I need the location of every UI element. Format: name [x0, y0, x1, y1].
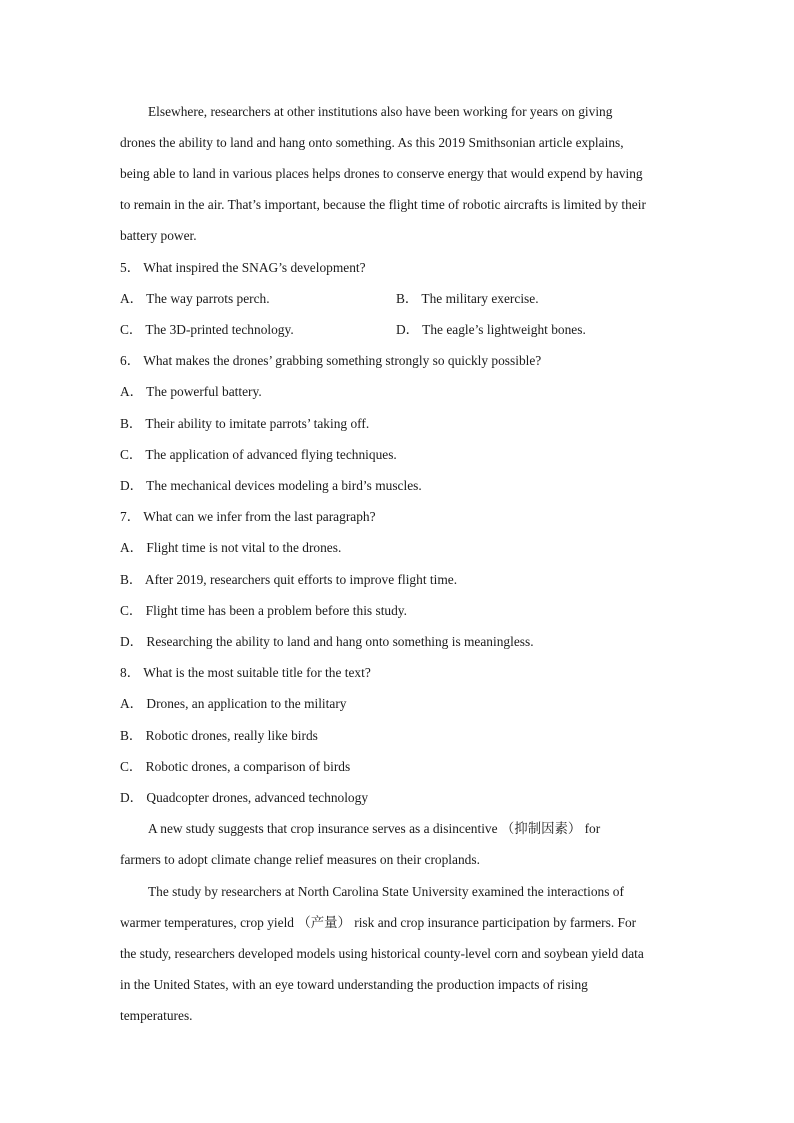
- passage-c-line: Elsewhere, researchers at other institutions also have been working for years on giving: [148, 104, 613, 119]
- passage-c-line: to remain in the air. That’s important, because the flight time of robotic aircrafts is limited by their: [120, 197, 646, 212]
- question-5-stem: 5． What inspired the SNAG’s development?: [120, 260, 366, 275]
- question-8-option-a: A． Drones, an application to the military: [120, 696, 347, 711]
- question-8-stem: 8． What is the most suitable title for the text?: [120, 665, 371, 680]
- passage-d-line: warmer temperatures, crop yield （产量） risk and crop insurance participation by farmers. For: [120, 915, 637, 930]
- question-5-option-c: C． The 3D-printed technology.: [120, 322, 294, 337]
- passage-c-line: being able to land in various places helps drones to conserve energy that would expend by having: [120, 166, 643, 181]
- passage-d-line: temperatures.: [120, 1008, 193, 1023]
- question-5-option-b: B． The military exercise.: [396, 291, 539, 306]
- question-6-option-d: D． The mechanical devices modeling a bird’s muscles.: [120, 478, 422, 493]
- passage-d-line: the study, researchers developed models using historical county-level corn and soybean yield data: [120, 946, 644, 961]
- passage-d-line: The study by researchers at North Carolina State University examined the interactions of: [148, 884, 624, 899]
- question-8-option-d: D． Quadcopter drones, advanced technology: [120, 790, 369, 805]
- question-5-option-a: A． The way parrots perch.: [120, 291, 270, 306]
- question-6-stem: 6． What makes the drones’ grabbing something strongly so quickly possible?: [120, 353, 542, 368]
- passage-c-line: drones the ability to land and hang onto something. As this 2019 Smithsonian article explains,: [120, 135, 624, 150]
- question-7-option-a: A． Flight time is not vital to the drones.: [120, 540, 342, 555]
- question-8-option-c: C． Robotic drones, a comparison of birds: [120, 759, 351, 774]
- question-6-option-a: A． The powerful battery.: [120, 384, 262, 399]
- question-6-option-b: B． Their ability to imitate parrots’ taking off.: [120, 416, 370, 431]
- question-7-stem: 7． What can we infer from the last paragraph?: [120, 509, 376, 524]
- question-5-option-d: D． The eagle’s lightweight bones.: [396, 322, 586, 337]
- question-7-option-c: C． Flight time has been a problem before this study.: [120, 603, 407, 618]
- question-8-option-b: B． Robotic drones, really like birds: [120, 728, 318, 743]
- passage-d-line: A new study suggests that crop insurance serves as a disincentive （抑制因素） for: [148, 821, 601, 836]
- passage-d-line: farmers to adopt climate change relief measures on their croplands.: [120, 852, 480, 867]
- question-7-option-b: B． After 2019, researchers quit efforts to improve flight time.: [120, 572, 458, 587]
- passage-c-line: battery power.: [120, 228, 197, 243]
- passage-d-line: in the United States, with an eye toward understanding the production impacts of rising: [120, 977, 588, 992]
- question-6-option-c: C． The application of advanced flying techniques.: [120, 447, 397, 462]
- question-7-option-d: D． Researching the ability to land and hang onto something is meaningless.: [120, 634, 534, 649]
